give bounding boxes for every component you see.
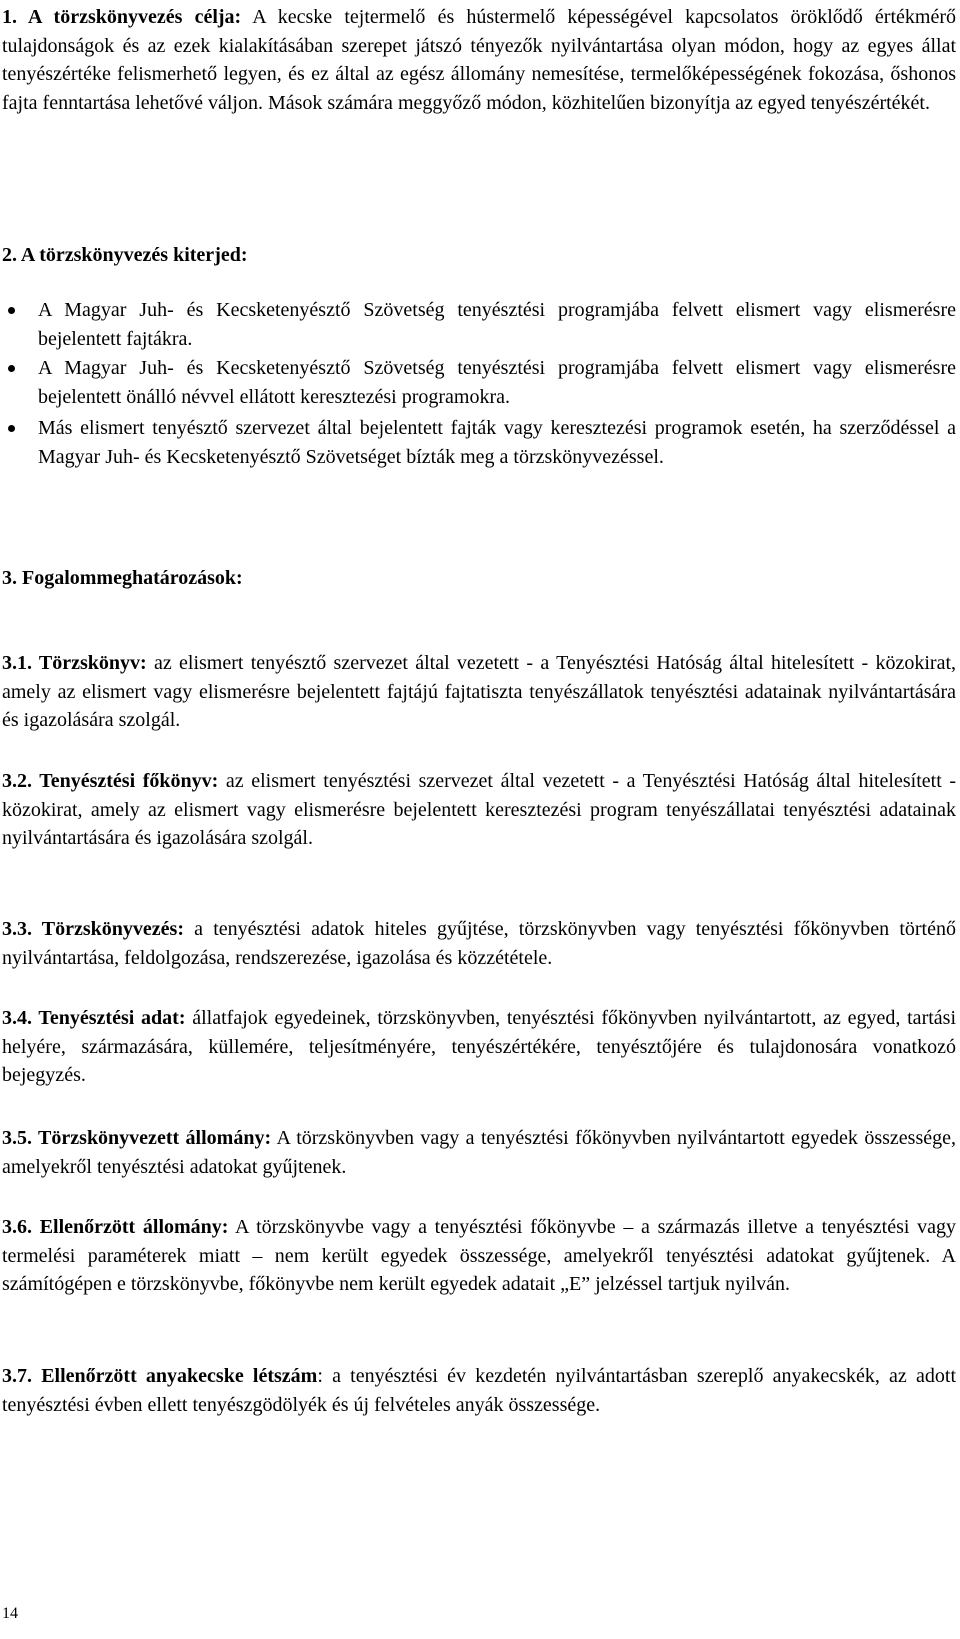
page-number: 14 xyxy=(2,1605,18,1622)
section-1-title: 1. A törzskönyvezés célja: xyxy=(2,6,242,28)
definition-paragraph xyxy=(2,915,956,972)
section-3-title: 3. Fogalommeghatározások: xyxy=(2,567,243,589)
definition-term: 3.6. Ellenőrzött állomány: xyxy=(2,1216,229,1238)
list-item-text: A Magyar Juh- és Kecsketenyésztő Szövetség tenyésztési programjába felvett elismert vagy elismerésre bejelentett fajtákra. xyxy=(38,299,956,350)
definition-text: A törzskönyvbe vagy a tenyésztési főkönyvbe – a származás illetve a tenyésztési vagy termelési paraméterek miatt – nem került egyedek összessége, amelyekről tenyésztési adatokat gyűjtenek. A számítógépen e törzskönyvbe, főkönyvbe nem került egyedek adatait „E” jelzéssel tartjuk nyilván. xyxy=(2,1216,956,1295)
definition-paragraph xyxy=(2,1124,956,1181)
definition-term: 3.5. Törzskönyvezett állomány: xyxy=(2,1127,272,1149)
definition-term: 3.3. Törzskönyvezés: xyxy=(2,918,184,940)
definition-text: állatfajok egyedeinek, törzskönyvben, tenyésztési főkönyvben nyilvántartott, az egyed, tartási helyére, származására, küllemére, teljesítményére, tenyészértékére, tenyésztőjére és tulajdonosára vonatkozó bejegyzés. xyxy=(2,1007,956,1086)
section-1-text: A kecske tejtermelő és hústermelő képességével kapcsolatos öröklődő értékmérő tulajdonságok és az ezek kialakításában szerepet játszó tényezők nyilvántartása olyan módon, hogy az egyes állat tenyészértéke felismerhető legyen, és ez által az egész állomány nemesítése, termelőképességének fokozása, őshonos fajta fenntartása lehetővé váljon. Mások számára meggyőző módon, közhitelűen bizonyítja az egyed tenyészértékét. xyxy=(2,6,956,114)
definition-text: az elismert tenyésztő szervezet által vezetett - a Tenyésztési Hatóság által hitelesített - közokirat, amely az elismert vagy elismerésre bejelentett fajtájú fajtatiszta tenyészállatok tenyésztési adatainak nyilvántartására és igazolására szolgál. xyxy=(2,652,957,731)
definition-paragraph xyxy=(2,767,956,853)
definition-text: : a tenyésztési év kezdetén nyilvántartásban szereplő anyakecskék, az adott tenyésztési évben ellett tenyészgödölyék és új felvételes anyák összessége. xyxy=(2,1365,956,1416)
definition-term: 3.2. Tenyésztési főkönyv: xyxy=(2,770,219,792)
definition-paragraph xyxy=(2,1213,956,1299)
bullet-icon xyxy=(8,307,15,314)
section-1-paragraph xyxy=(2,3,956,117)
bullet-icon xyxy=(8,365,15,372)
bullet-icon xyxy=(8,425,15,432)
definition-term: 3.1. Törzskönyv: xyxy=(2,652,147,674)
definition-paragraph xyxy=(2,649,956,735)
definition-paragraph xyxy=(2,1004,956,1090)
list-item-text: A Magyar Juh- és Kecsketenyésztő Szövetség tenyésztési programjába felvett elismert vagy elismerésre bejelentett önálló névvel ellátott keresztezési programokra. xyxy=(38,357,956,408)
definition-term: 3.7. Ellenőrzött anyakecske létszám xyxy=(2,1365,318,1387)
section-2-title: 2. A törzskönyvezés kiterjed: xyxy=(2,244,248,266)
definition-paragraph xyxy=(2,1362,956,1419)
definition-text: A törzskönyvben vagy a tenyésztési főkönyvben nyilvántartott egyedek összessége, amelyekről tenyésztési adatokat gyűjtenek. xyxy=(2,1127,956,1178)
definition-text: az elismert tenyésztési szervezet által vezetett - a Tenyésztési Hatóság által hitelesített - közokirat, amely az elismert vagy elismerésre bejelentett keresztezési program tenyészállatai tenyésztési adatainak nyilvántartására és igazolására szolgál. xyxy=(2,770,957,849)
definition-text: a tenyésztési adatok hiteles gyűjtése, törzskönyvben vagy tenyésztési főkönyvben történő nyilvántartása, feldolgozása, rendszerezése, igazolása és közzététele. xyxy=(2,918,956,969)
definition-term: 3.4. Tenyésztési adat: xyxy=(2,1007,186,1029)
list-item-text: Más elismert tenyésztő szervezet által bejelentett fajták vagy keresztezési programok esetén, ha szerződéssel a Magyar Juh- és Kecsketenyésztő Szövetséget bízták meg a törzskönyvezéssel. xyxy=(38,417,956,468)
